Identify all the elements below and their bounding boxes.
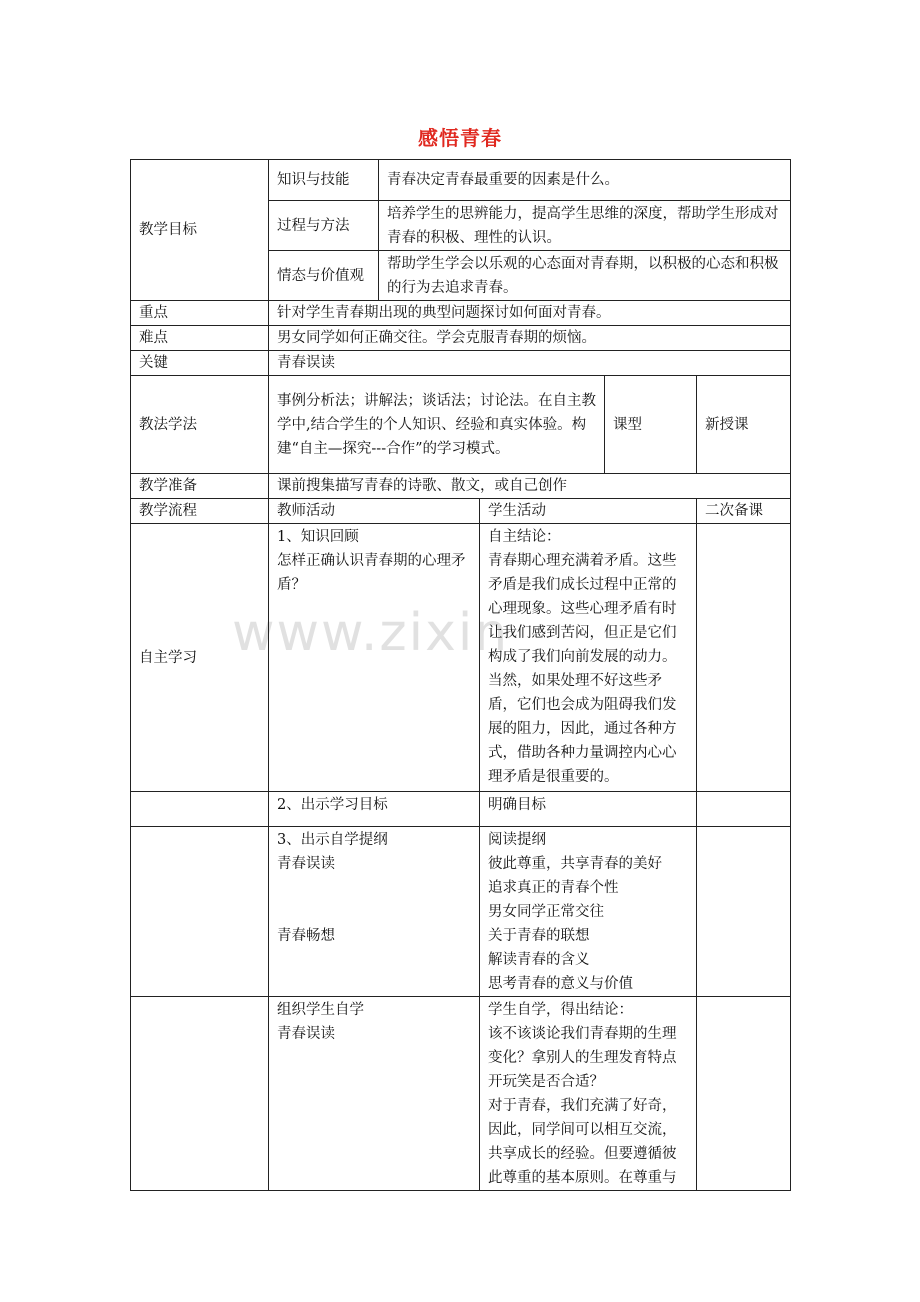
methods-label: 教法学法 — [131, 376, 269, 474]
goal-dimension: 知识与技能 — [269, 160, 379, 201]
notes-cell — [697, 792, 791, 827]
watermark: www.zixin — [232, 603, 510, 663]
teacher-activity-line — [277, 900, 471, 924]
lesson-type-label: 课型 — [605, 376, 697, 474]
key-row — [131, 351, 791, 376]
teacher-activity-line: 青春误读 — [277, 856, 335, 872]
notes-cell — [697, 997, 791, 1191]
student-activity-line: 明确目标 — [488, 797, 546, 813]
teacher-activity-line: 组织学生自学 — [277, 1002, 364, 1018]
notes-header: 二次备课 — [697, 499, 791, 524]
teacher-activity-line: 1、知识回顾 — [277, 529, 359, 545]
flow-row — [131, 827, 791, 997]
methods-row — [131, 376, 791, 474]
teacher-activity — [269, 997, 480, 1191]
notes-cell — [697, 524, 791, 792]
student-header: 学生活动 — [480, 499, 697, 524]
goal-content: 培养学生的思辨能力，提高学生思维的深度，帮助学生形成对青春的积极、理性的认识。 — [379, 201, 791, 251]
student-activity-line: 解读青春的含义 — [488, 952, 590, 968]
page-title: 感悟青春 — [418, 126, 502, 150]
flow-header-row — [131, 499, 791, 524]
student-activity-line: 青春期心理充满着矛盾。这些矛盾是我们成长过程中正常的心理现象。这些心理矛盾有时让我们感到苦闷，但正是它们构成了我们向前发展的动力。当然，如果处理不好这些矛盾，它们也会成为阻碍我们发展的阻力，因此，通过各种方式，借助各种力量调控内心心理矛盾是很重要的。 — [488, 553, 677, 785]
teacher-activity-line: 2、出示学习目标 — [277, 797, 388, 813]
student-activity-line: 对于青春，我们充满了好奇，因此，同学间可以相互交流，共享成长的经验。但要遵循彼此尊重的基本原则。在尊重与 — [488, 1098, 677, 1186]
methods-content: 事例分析法；讲解法；谈话法；讨论法。在自主教学中,结合学生的个人知识、经验和真实体验。构建“自主—探究---合作”的学习模式。 — [269, 376, 605, 474]
student-activity-line: 彼此尊重，共享青春的美好 — [488, 856, 662, 872]
student-activity-line: 思考青春的意义与价值 — [488, 976, 633, 992]
teacher-activity — [269, 827, 480, 997]
key-label: 关键 — [131, 351, 269, 376]
student-activity — [480, 997, 697, 1191]
flow-stage — [131, 792, 269, 827]
teacher-activity-line: 青春误读 — [277, 1026, 335, 1042]
student-activity-line: 阅读提纲 — [488, 832, 546, 848]
prep-label: 教学准备 — [131, 474, 269, 499]
difficulty-label: 难点 — [131, 326, 269, 351]
goal-dimension: 情态与价值观 — [269, 251, 379, 301]
difficulty-content: 男女同学如何正确交往。学会克服青春期的烦恼。 — [269, 326, 791, 351]
lesson-plan-table — [130, 159, 791, 1191]
student-activity — [480, 827, 697, 997]
flow-stage: 自主学习 — [131, 524, 269, 792]
student-activity-line: 男女同学正常交往 — [488, 904, 604, 920]
flow-label: 教学流程 — [131, 499, 269, 524]
flow-stage — [131, 997, 269, 1191]
goal-content: 帮助学生学会以乐观的心态面对青春期，以积极的心态和积极的行为去追求青春。 — [379, 251, 791, 301]
student-activity-line: 自主结论： — [488, 529, 561, 545]
teacher-activity — [269, 792, 480, 827]
teacher-activity-line: 怎样正确认识青春期的心理矛盾？ — [277, 553, 466, 593]
difficulty-row — [131, 326, 791, 351]
student-activity — [480, 792, 697, 827]
key-point-row — [131, 301, 791, 326]
teacher-activity-line: 青春畅想 — [277, 928, 335, 944]
teacher-activity — [269, 524, 480, 792]
teacher-activity-line — [277, 876, 471, 900]
prep-content: 课前搜集描写青春的诗歌、散文，或自己创作 — [269, 474, 791, 499]
flow-stage — [131, 827, 269, 997]
prep-row — [131, 474, 791, 499]
key-point-label: 重点 — [131, 301, 269, 326]
student-activity-line: 追求真正的青春个性 — [488, 880, 619, 896]
lesson-type-value: 新授课 — [697, 376, 791, 474]
student-activity-line: 学生自学，得出结论： — [488, 1002, 633, 1018]
teacher-header: 教师活动 — [269, 499, 480, 524]
flow-row — [131, 792, 791, 827]
teacher-activity-line: 3、出示自学提纲 — [277, 832, 388, 848]
student-activity-line: 该不该谈论我们青春期的生理变化？拿别人的生理发育特点开玩笑是否合适？ — [488, 1026, 677, 1090]
student-activity-line: 关于青春的联想 — [488, 928, 590, 944]
key-content: 青春误读 — [269, 351, 791, 376]
key-point-content: 针对学生青春期出现的典型问题探讨如何面对青春。 — [269, 301, 791, 326]
student-activity — [480, 524, 697, 792]
goal-row-knowledge — [131, 160, 791, 201]
flow-row — [131, 524, 791, 792]
notes-cell — [697, 827, 791, 997]
goals-label: 教学目标 — [131, 160, 269, 301]
flow-row — [131, 997, 791, 1191]
goal-content: 青春决定青春最重要的因素是什么。 — [379, 160, 791, 201]
goal-dimension: 过程与方法 — [269, 201, 379, 251]
